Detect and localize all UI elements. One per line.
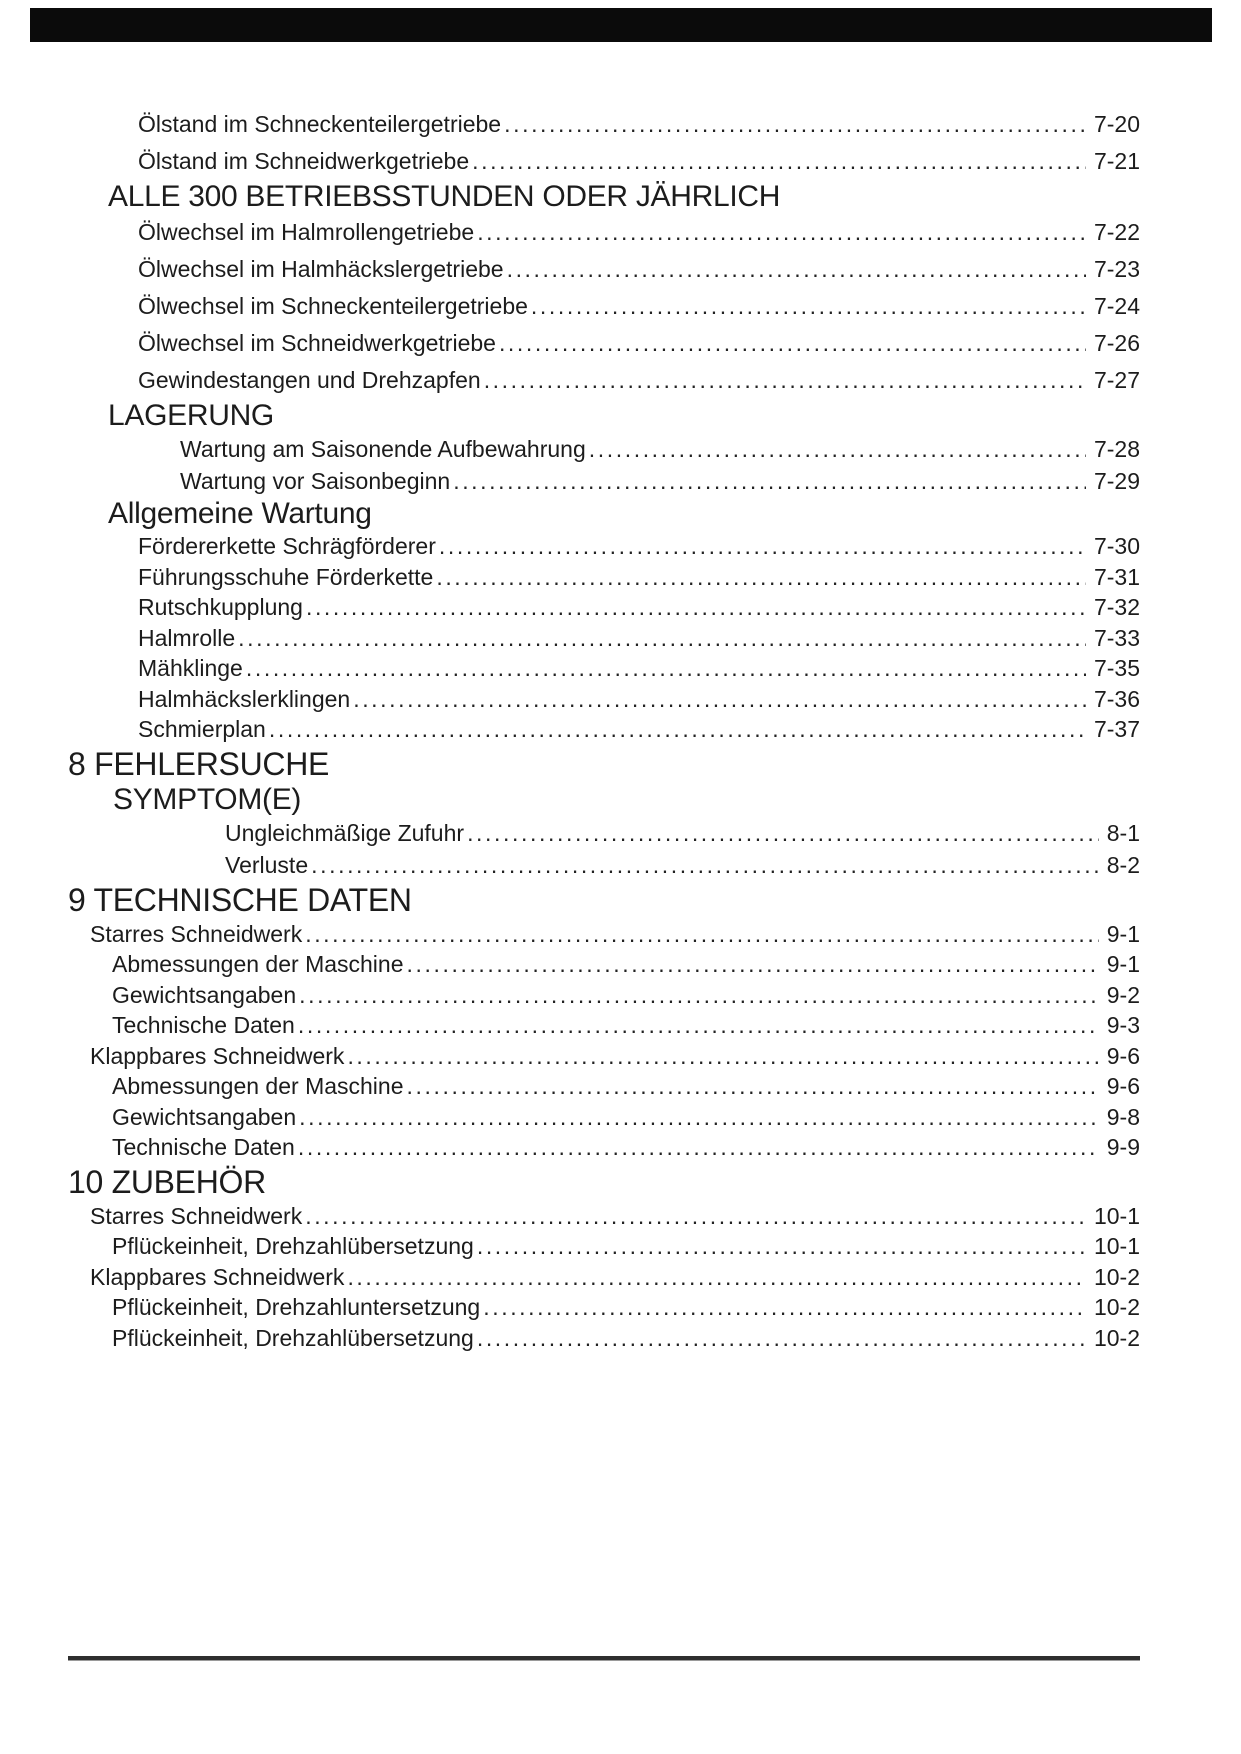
toc-page-number: 7-29 — [1093, 468, 1140, 494]
toc-entry-label: Wartung vor Saisonbeginn — [180, 468, 451, 494]
toc-row — [68, 817, 1140, 849]
leader-dots — [439, 531, 1086, 562]
toc-row — [68, 949, 1140, 980]
toc-entry-label: Ölstand im Schneckenteilergetriebe — [138, 111, 502, 137]
toc-entry-label: Ungleichmäßige Zufuhr — [225, 819, 465, 846]
toc-page-number: 7-30 — [1093, 533, 1140, 559]
section-subheading: SYMPTOM(E) — [113, 782, 302, 816]
chapter-heading: 10 ZUBEHÖR — [68, 1163, 266, 1200]
toc-row — [68, 362, 1140, 399]
toc-entry-label: Gewichtsangaben — [112, 981, 297, 1008]
leader-dots — [298, 1010, 1099, 1041]
toc-row — [68, 325, 1140, 362]
leader-dots — [483, 1292, 1086, 1323]
section-heading: ALLE 300 BETRIEBSSTUNDEN ODER JÄHRLICH — [108, 180, 781, 213]
leader-dots — [299, 980, 1099, 1011]
toc-row — [68, 1231, 1140, 1262]
toc-entry-label: Ölstand im Schneidwerkgetriebe — [138, 148, 470, 174]
toc-row — [68, 251, 1140, 288]
toc-page-number: 9-1 — [1106, 951, 1140, 977]
toc-entry-group — [68, 214, 1140, 399]
leader-dots — [589, 433, 1086, 465]
toc-page-number: 9-3 — [1106, 1012, 1140, 1038]
leader-dots — [298, 1132, 1099, 1163]
toc-entry-label: Ölwechsel im Halmhäckslergetriebe — [138, 256, 504, 282]
toc-row — [68, 1292, 1140, 1323]
leader-dots — [407, 1071, 1099, 1102]
leader-dots — [305, 919, 1099, 950]
leader-dots — [477, 1323, 1086, 1354]
section-heading: LAGERUNG — [108, 399, 274, 432]
toc-page-number: 7-28 — [1093, 436, 1140, 462]
toc-entry-label: Mähklinge — [138, 655, 243, 681]
page-header-bar — [30, 8, 1212, 42]
toc-entry-label: Starres Schneidwerk — [90, 1202, 303, 1229]
toc-entry-label: Klappbares Schneidwerk — [90, 1263, 345, 1290]
leader-dots — [347, 1041, 1098, 1072]
toc-row — [68, 465, 1140, 497]
toc-entry-group — [68, 433, 1140, 497]
toc-row — [68, 714, 1140, 745]
table-of-contents — [68, 106, 1140, 1353]
toc-entry-label: Halmrolle — [138, 624, 236, 651]
leader-dots — [353, 684, 1086, 715]
leader-dots — [472, 143, 1086, 180]
toc-row — [68, 1262, 1140, 1293]
toc-entry-label: Gewindestangen und Drehzapfen — [138, 367, 481, 393]
toc-page-number: 10-2 — [1093, 1263, 1140, 1290]
toc-entry-group — [68, 817, 1140, 881]
toc-page-number: 7-26 — [1093, 330, 1140, 356]
toc-entry-label: Führungsschuhe Förderkette — [138, 563, 434, 590]
leader-dots — [305, 1201, 1086, 1232]
toc-entry-group — [68, 531, 1140, 745]
toc-page-number: 9-8 — [1106, 1103, 1140, 1130]
leader-dots — [347, 1262, 1086, 1293]
toc-page-number: 9-6 — [1106, 1042, 1140, 1069]
leader-dots — [436, 562, 1086, 593]
toc-page-number: 9-6 — [1106, 1073, 1140, 1099]
leader-dots — [246, 653, 1086, 684]
toc-page-number: 9-9 — [1106, 1134, 1140, 1160]
leader-dots — [531, 288, 1086, 325]
toc-page-number: 9-2 — [1106, 981, 1140, 1008]
toc-page-number: 7-36 — [1093, 685, 1140, 712]
leader-dots — [477, 214, 1086, 251]
toc-page-number: 7-37 — [1093, 716, 1140, 742]
toc-page-number: 10-1 — [1093, 1202, 1140, 1229]
leader-dots — [504, 106, 1086, 143]
toc-page-number: 10-2 — [1093, 1324, 1140, 1351]
toc-row — [68, 1071, 1140, 1102]
toc-page-number: 10-2 — [1093, 1294, 1140, 1320]
toc-page-number: 7-27 — [1093, 367, 1140, 393]
toc-page-number: 7-20 — [1093, 111, 1140, 137]
toc-row — [68, 562, 1140, 593]
toc-entry-label: Gewichtsangaben — [112, 1103, 297, 1130]
toc-entry-label: Abmessungen der Maschine — [112, 1073, 404, 1099]
toc-entry-label: Fördererkette Schrägförderer — [138, 533, 436, 559]
toc-row — [68, 849, 1140, 881]
toc-row — [68, 919, 1140, 950]
toc-page-number: 7-35 — [1093, 655, 1140, 681]
toc-page-number: 7-32 — [1093, 594, 1140, 620]
leader-dots — [238, 623, 1086, 654]
bottom-rule — [68, 1656, 1140, 1661]
toc-row — [68, 1323, 1140, 1354]
toc-row — [68, 143, 1140, 180]
toc-entry-label: Pflückeinheit, Drehzahlübersetzung — [112, 1233, 474, 1259]
toc-entry-label: Ölwechsel im Halmrollengetriebe — [138, 219, 475, 245]
toc-page-number: 7-24 — [1093, 293, 1140, 319]
toc-row — [68, 623, 1140, 654]
toc-entry-label: Klappbares Schneidwerk — [90, 1042, 345, 1069]
toc-row — [68, 653, 1140, 684]
toc-row — [68, 214, 1140, 251]
toc-row — [68, 288, 1140, 325]
chapter-heading: 9 TECHNISCHE DATEN — [68, 881, 412, 918]
toc-row — [68, 1201, 1140, 1232]
toc-page-number: 10-1 — [1093, 1233, 1140, 1259]
toc-entry-label: Rutschkupplung — [138, 594, 303, 620]
toc-page-number: 9-1 — [1106, 920, 1140, 947]
leader-dots — [507, 251, 1086, 288]
toc-entry-group — [68, 1201, 1140, 1354]
toc-page-number: 8-1 — [1106, 819, 1140, 846]
toc-row — [68, 684, 1140, 715]
toc-entry-label: Abmessungen der Maschine — [112, 951, 404, 977]
section-heading: Allgemeine Wartung — [108, 497, 372, 530]
toc-entry-label: Ölwechsel im Schneckenteilergetriebe — [138, 293, 528, 319]
toc-page-number: 7-31 — [1093, 563, 1140, 590]
toc-page-number: 7-33 — [1093, 624, 1140, 651]
toc-page-number: 7-21 — [1093, 148, 1140, 174]
toc-row — [68, 1102, 1140, 1133]
toc-row — [68, 592, 1140, 623]
toc-row — [68, 1041, 1140, 1072]
toc-page-number: 7-22 — [1093, 219, 1140, 245]
toc-row — [68, 980, 1140, 1011]
toc-entry-label: Pflückeinheit, Drehzahluntersetzung — [112, 1294, 481, 1320]
leader-dots — [311, 849, 1099, 881]
toc-entry-group — [68, 106, 1140, 180]
toc-entry-label: Schmierplan — [138, 716, 266, 742]
toc-row — [68, 1132, 1140, 1163]
toc-page-number: 8-2 — [1106, 851, 1140, 878]
toc-row — [68, 531, 1140, 562]
toc-entry-group — [68, 919, 1140, 1163]
toc-entry-label: Ölwechsel im Schneidwerkgetriebe — [138, 330, 496, 356]
leader-dots — [467, 817, 1099, 849]
toc-entry-label: Starres Schneidwerk — [90, 920, 303, 947]
leader-dots — [453, 465, 1086, 497]
leader-dots — [306, 592, 1086, 623]
chapter-heading: 8 FEHLERSUCHE — [68, 745, 330, 782]
leader-dots — [484, 362, 1086, 399]
toc-entry-label: Wartung am Saisonende Aufbewahrung — [180, 436, 586, 462]
toc-row — [68, 1010, 1140, 1041]
leader-dots — [299, 1102, 1099, 1133]
leader-dots — [477, 1231, 1086, 1262]
toc-entry-label: Halmhäckslerklingen — [138, 685, 351, 712]
toc-row — [68, 433, 1140, 465]
toc-entry-label: Technische Daten — [112, 1134, 295, 1160]
toc-entry-label: Technische Daten — [112, 1012, 295, 1038]
toc-row — [68, 106, 1140, 143]
toc-entry-label: Verluste — [225, 851, 309, 878]
toc-page-number: 7-23 — [1093, 256, 1140, 282]
leader-dots — [407, 949, 1099, 980]
toc-entry-label: Pflückeinheit, Drehzahlübersetzung — [112, 1324, 474, 1351]
leader-dots — [499, 325, 1086, 362]
leader-dots — [269, 714, 1086, 745]
